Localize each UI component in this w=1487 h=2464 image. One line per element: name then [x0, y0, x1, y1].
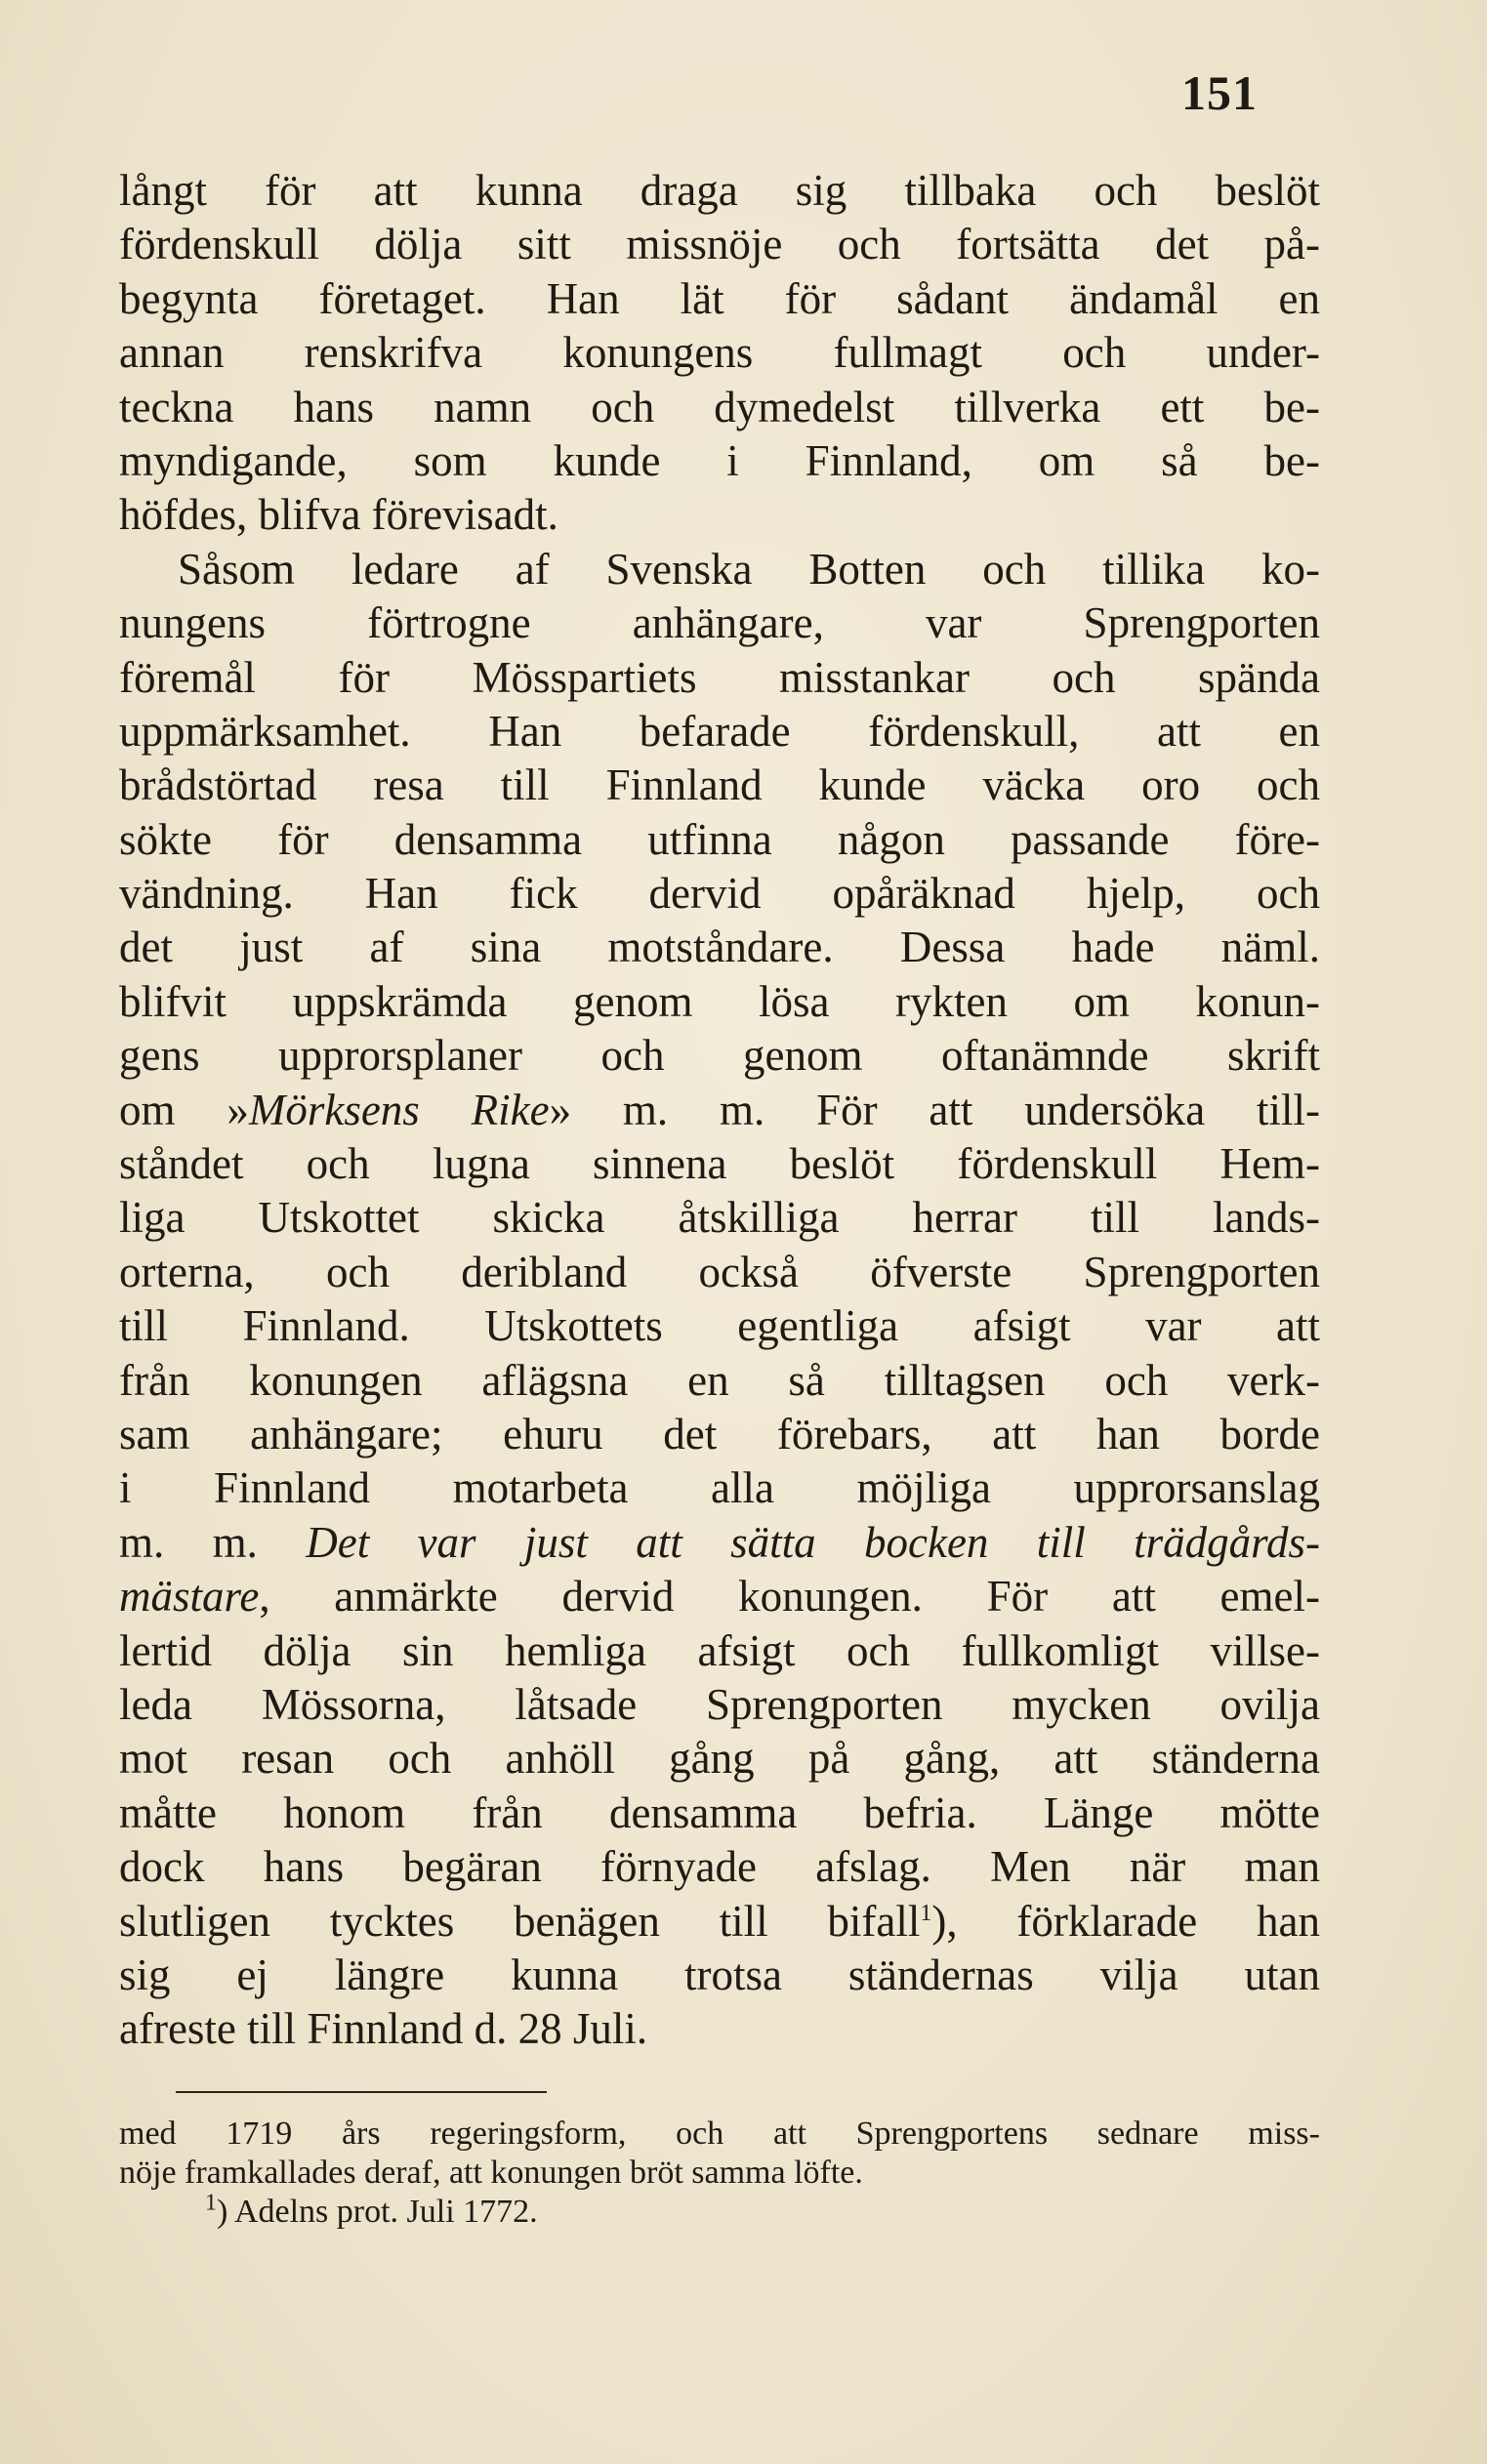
text-line: liga Utskottet skicka åtskilliga herrar till lands-: [119, 1193, 1320, 1243]
text-run: m. m.: [119, 1517, 307, 1567]
text-run: ), förklarade han: [931, 1896, 1320, 1946]
footnote-1: [119, 2190, 1320, 2232]
text-line: Såsom ledare af Svenska Botten och tillika ko-: [178, 544, 1320, 594]
text-line: [119, 1895, 1320, 1949]
text-line: annan renskrifva konungens fullmagt och under-: [119, 328, 1320, 378]
text-line: teckna hans namn och dymedelst tillverka ett be-: [119, 382, 1320, 431]
text-line: i Finnland motarbeta alla möjliga upprorsanslag: [119, 1463, 1320, 1513]
text-line: till Finnland. Utskottets egentliga afsigt var att: [119, 1301, 1320, 1351]
text-line: vändning. Han fick dervid opåräknad hjelp, och: [119, 869, 1320, 919]
text-line: [119, 1516, 1320, 1570]
text-line: afreste till Finnland d. 28 Juli.: [119, 2004, 648, 2054]
text-line: ståndet och lugna sinnena beslöt fördenskull Hem-: [119, 1139, 1320, 1189]
text-line: föremål för Mösspartiets misstankar och spända: [119, 652, 1320, 702]
footnotes: [119, 2115, 1320, 2232]
text-line: gens upprorsplaner och genom oftanämnde skrift: [119, 1031, 1320, 1081]
text-line: långt för att kunna draga sig tillbaka och beslöt: [119, 166, 1320, 215]
text-line: [119, 1570, 1320, 1623]
text-line: brådstörtad resa till Finnland kunde väcka oro och: [119, 760, 1320, 810]
footnote-text: ) Adelns prot. Juli 1772.: [217, 2194, 538, 2230]
text-line: uppmärksamhet. Han befarade fördenskull, att en: [119, 706, 1320, 756]
text-line: dock hans begäran förnyade afslag. Men när man: [119, 1842, 1320, 1892]
text-line: begynta företaget. Han lät för sådant ändamål en: [119, 273, 1320, 323]
italic-quote: Det var just att sätta bocken till trädgårds-: [306, 1517, 1320, 1567]
text-line: från konungen aflägsna en så tilltagsen och verk-: [119, 1355, 1320, 1405]
text-line: orterna, och deribland också öfverste Sprengporten: [119, 1247, 1320, 1296]
text-run: , anmärkte dervid konungen. För att emel-: [259, 1572, 1320, 1622]
text-line: fördenskull dölja sitt missnöje och fortsätta det på-: [119, 220, 1320, 269]
text-line: sökte för densamma utfinna någon passande före-: [119, 814, 1320, 864]
text-line: sig ej längre kunna trotsa ständernas vilja utan: [119, 1950, 1320, 1999]
footnote-marker: 1: [205, 2190, 217, 2216]
text-run: slutligen tycktes benägen till bifall: [119, 1896, 921, 1946]
text-line: det just af sina motståndare. Dessa hade näml.: [119, 923, 1320, 972]
footnote-marker: 1: [920, 1900, 932, 1926]
text-line: leda Mössorna, låtsade Sprengporten mycken ovilja: [119, 1679, 1320, 1729]
text-line: blifvit uppskrämda genom lösa rykten om konun-: [119, 976, 1320, 1026]
text-line: mot resan och anhöll gång på gång, att ständerna: [119, 1734, 1320, 1784]
italic-quote: mästare: [119, 1572, 260, 1622]
text-line: lertid dölja sin hemliga afsigt och fullkomligt villse-: [119, 1625, 1320, 1675]
text-run: om »: [119, 1085, 249, 1134]
text-line: [119, 1084, 1320, 1137]
text-line: måtte honom från densamma befria. Länge mötte: [119, 1787, 1320, 1837]
text-line: sam anhängare; ehuru det förebars, att han borde: [119, 1409, 1320, 1458]
footnote-divider: [176, 2091, 547, 2093]
footnote-line: nöje framkallades deraf, att konungen bröt samma löfte.: [119, 2155, 863, 2191]
body-text: [119, 164, 1320, 2057]
italic-title: Mörksens Rike: [248, 1085, 550, 1134]
text-run: » m. m. För att undersöka till-: [549, 1085, 1321, 1134]
text-line: myndigande, som kunde i Finnland, om så be-: [119, 435, 1320, 485]
footnote-line: med 1719 års regeringsform, och att Sprengportens sednare miss-: [119, 2115, 1320, 2152]
page-number: 151: [1181, 65, 1258, 120]
text-line: höfdes, blifva förevisadt.: [119, 490, 558, 540]
text-line: nungens förtrogne anhängare, var Sprengporten: [119, 598, 1320, 648]
